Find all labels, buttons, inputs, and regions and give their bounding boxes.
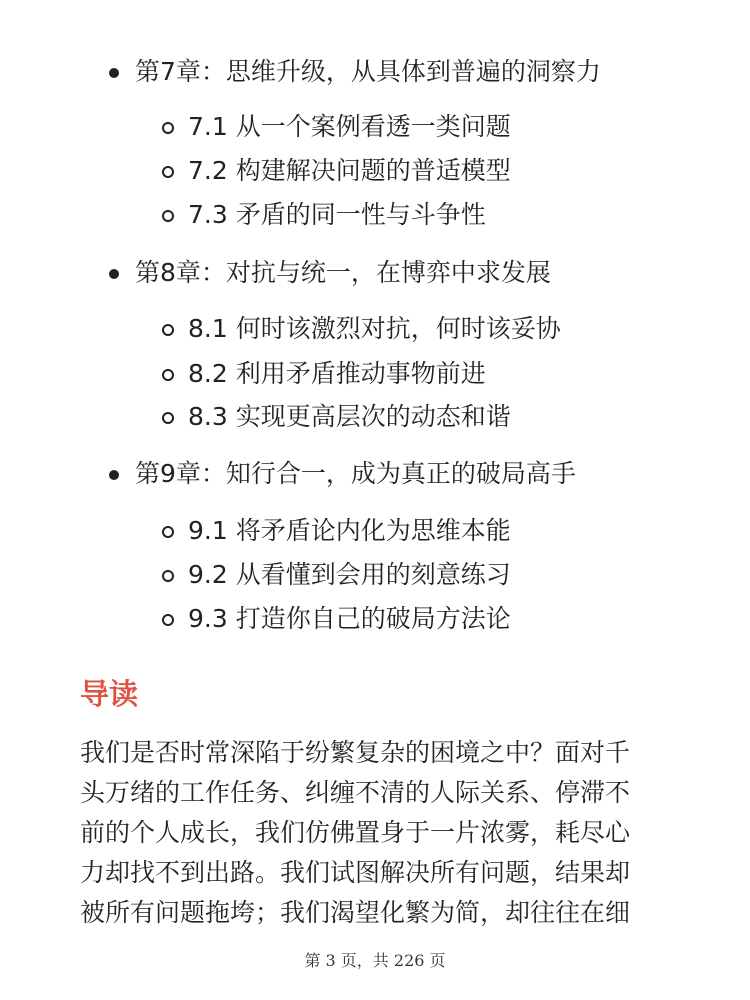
toc-chapter-9: [112, 457, 576, 491]
intro-paragraph: [80, 733, 670, 933]
section-title: 9.2 从看懂到会用的刻意练习: [188, 560, 511, 589]
toc-section-7-2: [162, 154, 511, 188]
section-title: 7.2 构建解决问题的普适模型: [188, 156, 511, 185]
toc-section-7-3: [162, 198, 486, 232]
paragraph-line: 被所有问题拖垮；我们渴望化繁为简，却往往在细: [80, 898, 631, 927]
paragraph-line: 头万绪的工作任务、纠缠不清的人际关系、停滞不: [80, 778, 631, 807]
paragraph-line: 我们是否时常深陷于纷繁复杂的困境之中？面对千: [80, 738, 631, 767]
toc-section-7-1: [162, 110, 511, 144]
toc-chapter-8: [112, 256, 551, 290]
section-title: 7.3 矛盾的同一性与斗争性: [188, 200, 486, 229]
toc-section-9-1: [162, 514, 511, 548]
toc-chapter-7: [112, 55, 601, 89]
toc-section-8-1: [162, 312, 561, 346]
toc-section-8-3: [162, 400, 511, 434]
section-title: 8.1 何时该激烈对抗，何时该妥协: [188, 314, 561, 343]
toc-section-9-3: [162, 602, 511, 636]
section-title: 7.1 从一个案例看透一类问题: [188, 112, 511, 141]
paragraph-line: 前的个人成长，我们仿佛置身于一片浓雾，耗尽心: [80, 818, 631, 847]
paragraph-line: 力却找不到出路。我们试图解决所有问题，结果却: [80, 858, 631, 887]
section-title: 9.3 打造你自己的破局方法论: [188, 604, 511, 633]
chapter-title: 第7章：思维升级，从具体到普遍的洞察力: [135, 57, 601, 86]
chapter-title: 第9章：知行合一，成为真正的破局高手: [135, 459, 576, 488]
section-title: 8.2 利用矛盾推动事物前进: [188, 359, 486, 388]
toc-section-9-2: [162, 558, 511, 592]
chapter-title: 第8章：对抗与统一，在博弈中求发展: [135, 258, 551, 287]
intro-heading: 导读: [80, 677, 139, 711]
section-title: 9.1 将矛盾论内化为思维本能: [188, 516, 511, 545]
section-title: 8.3 实现更高层次的动态和谐: [188, 402, 511, 431]
page-number: 第 3 页，共 226 页: [304, 951, 446, 970]
toc-section-8-2: [162, 357, 486, 391]
